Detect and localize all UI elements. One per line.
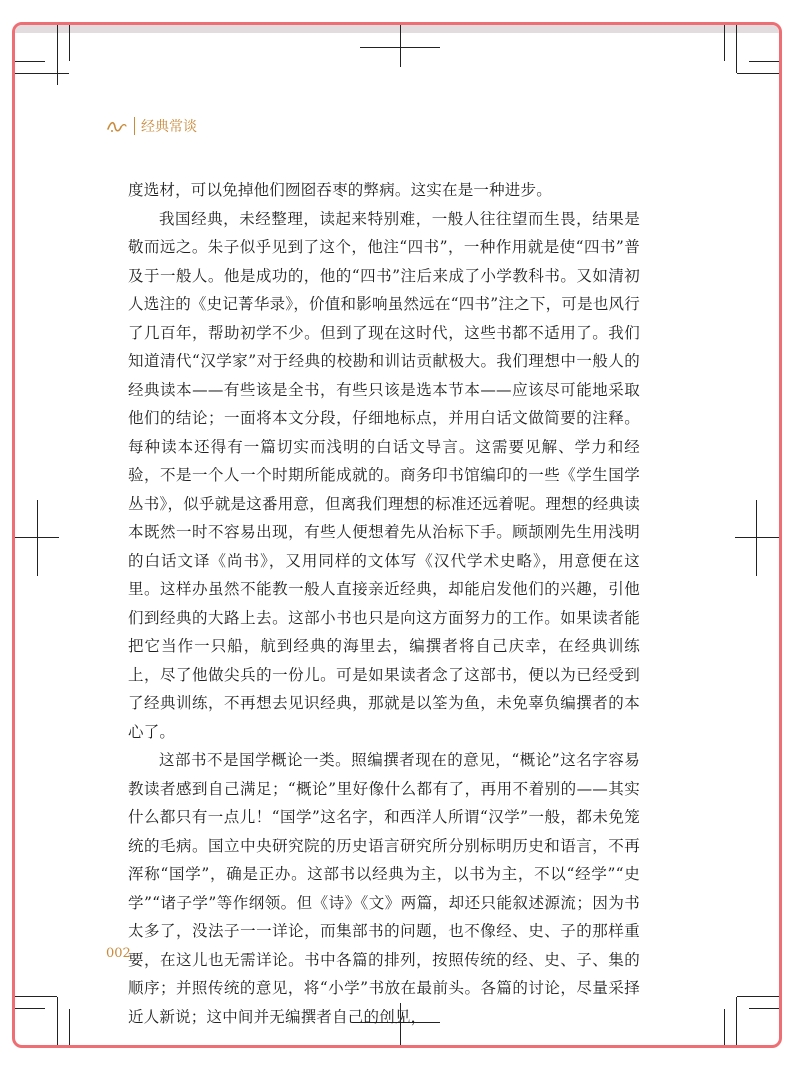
crop-mark bbox=[724, 25, 725, 61]
registration-mark bbox=[400, 25, 401, 67]
crop-mark bbox=[15, 73, 57, 74]
registration-mark bbox=[37, 500, 38, 576]
crop-mark bbox=[15, 61, 45, 62]
crop-mark bbox=[724, 1009, 725, 1045]
body-text bbox=[128, 176, 640, 1031]
running-header bbox=[106, 115, 197, 137]
crop-mark bbox=[15, 996, 57, 997]
paragraph: 我国经典，未经整理，读起来特别难，一般人往往望而生畏，结果是敬而远之。朱子似乎见到了这个，他注“四书”，一种作用就是使“四书”普及于一般人。他是成功的，他的“四书”注后来成了小学教科书。又如清初人选注的《史记菁华录》，价值和影响虽然远在“四书”注之下，可是也风行了几百年，帮助初学不少。但到了现在这时代，这些书都不适用了。我们知道清代“汉学家”对于经典的校勘和训诂贡献极大。我们理想中一般人的经典读本——有些该是全书，有些只该是选本节本——应该尽可能地采取他们的结论；一面将本文分段，仔细地标点，并用白话文做简要的注释。每种读本还得有一篇切实而浅明的白话文导言。这需要见解、学力和经验，不是一个人一个时期所能成就的。商务印书馆编印的一些《学生国学丛书》，似乎就是这番用意，但离我们理想的标准还远着呢。理想的经典读本既然一时不容易出现，有些人便想着先从治标下手。顾颉刚先生用浅明的白话文译《尚书》，又用同样的文体写《汉代学术史略》，用意便在这里。这样办虽然不能教一般人直接亲近经典，却能启发他们的兴趣，引他们到经典的大路上去。这部小书也只是向这方面努力的工作。如果读者能把它当作一只船，航到经典的海里去，编撰者将自己庆幸，在经典训练上，尽了他做尖兵的一份儿。可是如果读者念了这部书，便以为已经受到了经典训练，不再想去见识经典，那就是以筌为鱼，未免辜负编撰者的本心了。 bbox=[128, 209, 640, 741]
paragraph: 这部书不是国学概论一类。照编撰者现在的意见，“概论”这名字容易教读者感到自己满足；“概论”里好像什么都有了，再用不着别的——其实什么都只有一点儿！“国学”这名字，和西洋人所谓“汉学”一般，都未免笼统的毛病。国立中央研究院的历史语言研究所分别标明历史和语言，不再浑称“国学”，确是正办。这部书以经典为主，以书为主，不以“经学”“史学”“诸子学”等作纲领。但《诗》《文》两篇，却还只能叙述源流；因为书太多了，没法子一一详论，而集部书的问题，也不像经、史、子的那样重要，在这儿也无需详论。书中各篇的排列，按照传统的经、史、子、集的顺序；并照传统的意见，将“小学”书放在最前头。各篇的讨论，尽量采择近人新说；这中间并无编撰者自己的创见， bbox=[128, 751, 640, 1026]
section-title: 经典常谈 bbox=[141, 119, 197, 135]
crop-mark bbox=[57, 73, 69, 74]
calligraphy-ornament-icon bbox=[106, 118, 128, 134]
paragraph-continuation: 度选材，可以免掉他们囫囵吞枣的弊病。这实在是一种进步。 bbox=[128, 181, 552, 199]
crop-mark bbox=[749, 61, 779, 62]
crop-mark bbox=[57, 997, 58, 1045]
crop-mark bbox=[57, 73, 58, 85]
crop-mark bbox=[69, 25, 70, 61]
crop-mark bbox=[736, 997, 737, 1045]
header-separator bbox=[134, 117, 135, 135]
crop-mark bbox=[737, 996, 779, 997]
top-bar bbox=[15, 25, 779, 33]
crop-mark bbox=[15, 1008, 45, 1009]
registration-mark bbox=[735, 537, 779, 538]
registration-mark bbox=[756, 500, 757, 576]
page-number: 002 bbox=[106, 946, 131, 961]
crop-mark bbox=[737, 73, 779, 74]
crop-mark bbox=[57, 25, 58, 73]
crop-mark bbox=[69, 1009, 70, 1045]
crop-mark bbox=[736, 25, 737, 73]
crop-mark bbox=[749, 1008, 779, 1009]
